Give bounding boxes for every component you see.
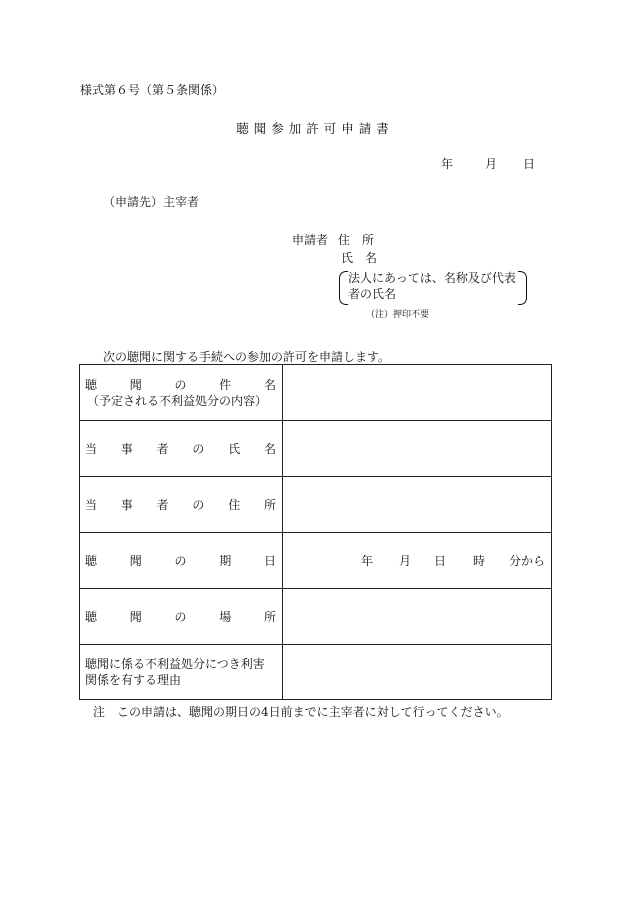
case-name-chars: 聴 聞 の 件 名 [85,377,276,392]
form-number: 様式第６号（第５条関係） [80,83,225,97]
party-address-field[interactable] [283,477,552,533]
seal-note: （注）押印不要 [366,310,430,320]
case-name-sublabel: （予定される不利益処分の内容） [87,393,268,408]
table-row [80,477,552,533]
footnote: 注 この申請は、聴聞の期日の4日前までに主宰者に対して行ってください。 [93,705,509,719]
hearing-date-field[interactable]: 年 月 日 時 分から [283,533,552,589]
party-address-label: 当 事 者 の 住 所 [80,477,283,533]
name-label: 氏 名 [341,251,378,265]
interest-reason-label: 聴聞に係る不利益処分につき利害関係を有する理由 [80,645,283,700]
hearing-place-label: 聴 聞 の 場 所 [80,589,283,645]
application-table [79,364,552,700]
date-day: 日 [523,157,536,171]
corporate-note: 法人にあっては、名称及び代表者の氏名 [348,271,516,301]
table-row [80,645,552,700]
hearing-place-field[interactable] [283,589,552,645]
recipient: （申請先）主宰者 [103,195,200,209]
table-row [80,365,552,421]
bracket-right [518,271,527,305]
party-name-field[interactable] [283,421,552,477]
intro-text: 次の聴聞に関する手続への参加の許可を申請します。 [103,350,391,364]
bracket-left [339,271,348,305]
date-year: 年 [441,157,454,171]
interest-reason-field[interactable] [283,645,552,700]
address-label: 住 所 [338,233,375,247]
table-row [80,421,552,477]
date-month: 月 [485,157,498,171]
case-name-label [80,365,283,421]
date-line [441,155,535,172]
hearing-date-label: 聴 聞 の 期 日 [80,533,283,589]
applicant-label: 申請者 [292,233,329,247]
page-title: 聴聞参加許可申請書 [236,121,394,136]
party-name-label: 当 事 者 の 氏 名 [80,421,283,477]
table-row [80,533,552,589]
case-name-field[interactable] [283,365,552,421]
table-row [80,589,552,645]
